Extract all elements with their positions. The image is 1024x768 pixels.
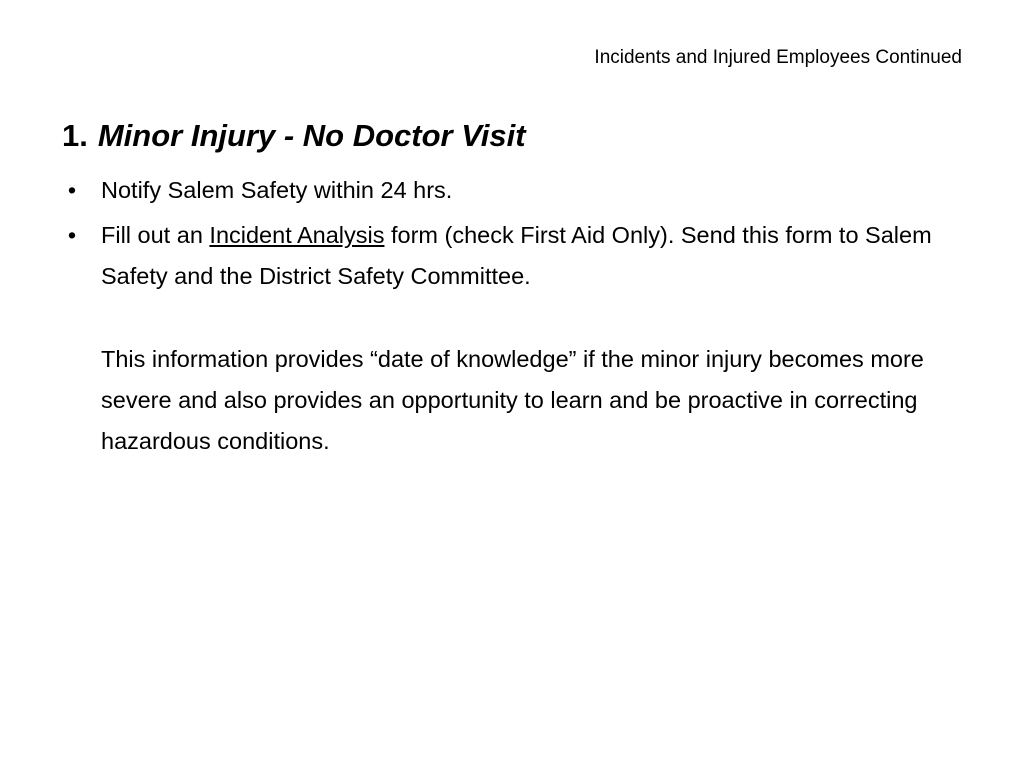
heading-title: Minor Injury - No Doctor Visit — [97, 118, 526, 153]
heading-number: 1. — [62, 118, 88, 153]
bullet-icon: • — [67, 177, 77, 203]
explanation-paragraph: This information provides “date of knowledge” if the minor injury becomes more severe and also provides an opportunity to learn and be proactive in correcting hazardous conditions. — [101, 346, 924, 454]
incident-analysis-link[interactable]: Incident Analysis — [209, 222, 385, 248]
bullet-text-suffix: form (check First Aid Only). Send this form to Salem Safety and the District Safety Committee. — [101, 222, 932, 289]
section-heading — [62, 114, 526, 158]
bullet-icon: • — [67, 222, 77, 248]
slide-body — [62, 170, 972, 462]
bullet-item — [62, 170, 972, 211]
bullet-text: Notify Salem Safety within 24 hrs. — [101, 177, 453, 203]
bullet-item — [62, 215, 972, 297]
slide-header-title: Incidents and Injured Employees Continued — [594, 47, 962, 68]
bullet-text-prefix: Fill out an — [101, 222, 210, 248]
